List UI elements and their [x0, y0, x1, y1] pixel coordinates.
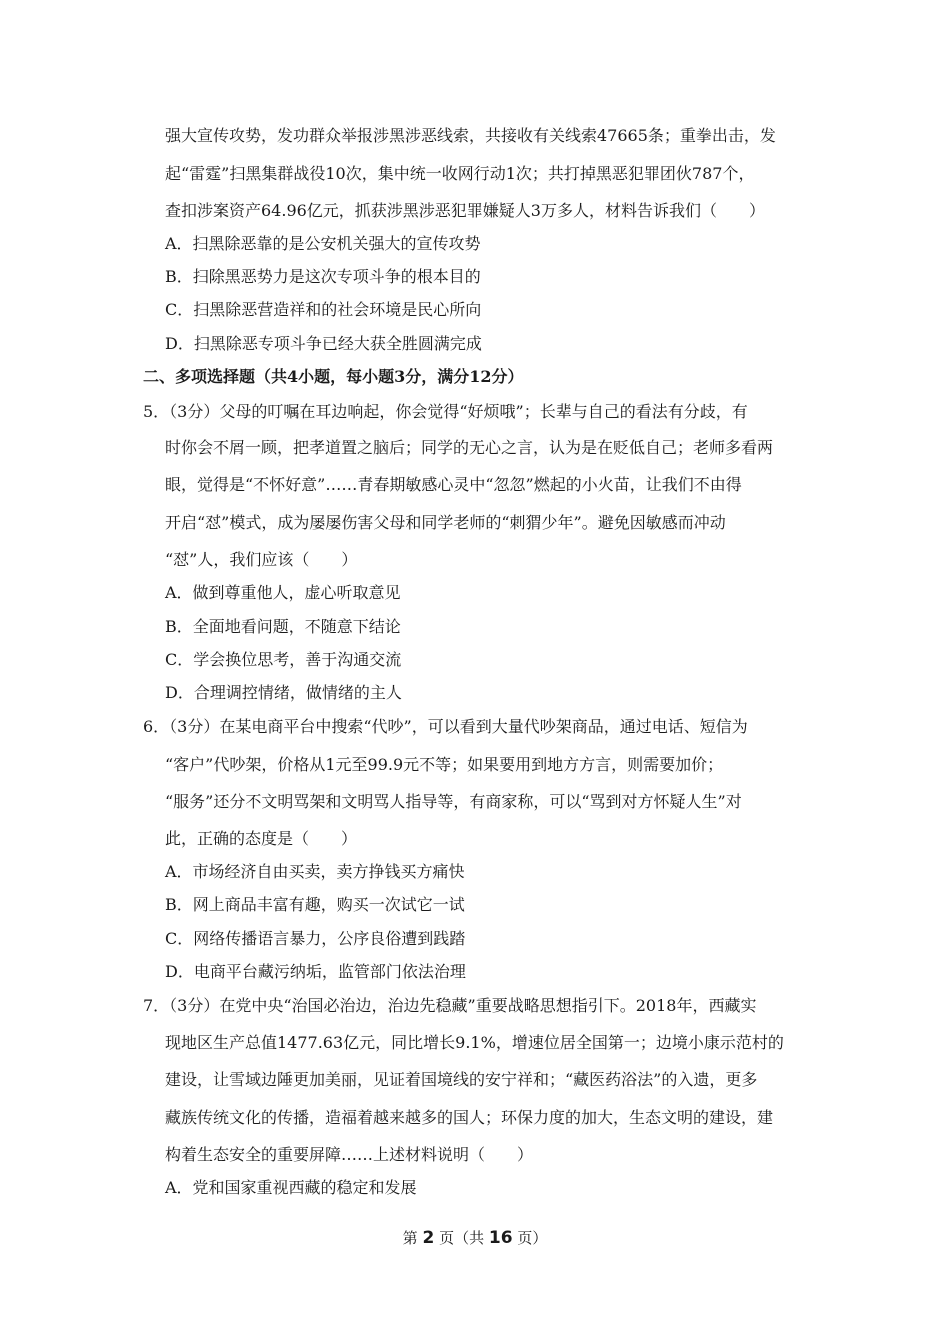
- q6-text-line: “服务”还分不文明骂架和文明骂人指导等，有商家称，可以“骂到对方怀疑人生”对: [165, 792, 742, 811]
- q6-option-a: A．市场经济自由买卖，卖方挣钱买方痛快: [165, 862, 465, 881]
- q5-text-line: “怼”人，我们应该（ ）: [165, 550, 358, 569]
- q7-text-line: 现地区生产总值1477.63亿元，同比增长9.1%，增速位居全国第一；边境小康示范村的: [165, 1033, 784, 1052]
- q7-text-line: 藏族传统文化的传播，造福着越来越多的国人；环保力度的加大，生态文明的建设，建: [165, 1108, 774, 1127]
- q6-option-c: C．网络传播语言暴力，公序良俗遭到践踏: [165, 929, 466, 948]
- footer-middle: 页（共: [439, 1229, 485, 1247]
- q4-text-line: 强大宣传攻势，发功群众举报涉黑涉恶线索，共接收有关线索47665条；重拳出击，发: [165, 126, 776, 145]
- q4-option-a: A．扫黑除恶靠的是公安机关强大的宣传攻势: [165, 234, 481, 253]
- footer-prefix: 第: [402, 1229, 418, 1247]
- q4-option-c: C．扫黑除恶营造祥和的社会环境是民心所向: [165, 300, 482, 319]
- q7-text-line: 构着生态安全的重要屏障……上述材料说明（ ）: [165, 1145, 534, 1164]
- q5-stem: 5．（3分）父母的叮嘱在耳边响起，你会觉得“好烦哦”；长辈与自己的看法有分歧，有: [143, 402, 748, 421]
- q4-text-line: 查扣涉案资产64.96亿元，抓获涉黑涉恶犯罪嫌疑人3万多人，材料告诉我们（ ）: [165, 201, 765, 220]
- total-pages-number: 16: [488, 1228, 513, 1248]
- q5-option-b: B．全面地看问题，不随意下结论: [165, 617, 401, 636]
- q5-option-d: D．合理调控情绪，做情绪的主人: [165, 683, 402, 702]
- footer-suffix: 页）: [517, 1229, 548, 1247]
- q5-text-line: 眼，觉得是“不怀好意”……青春期敏感心灵中“忽忽”燃起的小火苗，让我们不由得: [165, 475, 742, 494]
- section-heading: 二、多项选择题（共4小题，每小题3分，满分12分）: [143, 367, 524, 386]
- q6-stem: 6．（3分）在某电商平台中搜索“代吵”，可以看到大量代吵架商品，通过电话、短信为: [143, 717, 748, 736]
- current-page-number: 2: [422, 1228, 435, 1248]
- q6-option-d: D．电商平台藏污纳垢，监管部门依法治理: [165, 962, 466, 981]
- q7-option-a: A．党和国家重视西藏的稳定和发展: [165, 1178, 417, 1197]
- q4-text-line: 起“雷霆”扫黑集群战役10次，集中统一收网行动1次；共打掉黑恶犯罪团伙787个，: [165, 164, 755, 183]
- q4-option-b: B．扫除黑恶势力是这次专项斗争的根本目的: [165, 267, 481, 286]
- page-footer: [0, 1228, 950, 1248]
- q6-text-line: “客户”代吵架，价格从1元至99.9元不等；如果要用到地方方言，则需要加价；: [165, 755, 724, 774]
- q7-stem: 7．（3分）在党中央“治国必治边，治边先稳藏”重要战略思想指引下。2018年，西藏实: [143, 996, 757, 1015]
- q4-option-d: D．扫黑除恶专项斗争已经大获全胜圆满完成: [165, 334, 482, 353]
- q5-text-line: 开启“怼”模式，成为屡屡伤害父母和同学老师的“刺猬少年”。避免因敏感而冲动: [165, 513, 726, 532]
- q6-option-b: B．网上商品丰富有趣，购买一次试它一试: [165, 895, 465, 914]
- q6-text-line: 此，正确的态度是（ ）: [165, 829, 358, 848]
- q5-option-a: A．做到尊重他人，虚心听取意见: [165, 583, 401, 602]
- q5-text-line: 时你会不屑一顾，把孝道置之脑后；同学的无心之言，认为是在贬低自己；老师多看两: [165, 438, 774, 457]
- q5-option-c: C．学会换位思考，善于沟通交流: [165, 650, 402, 669]
- q7-text-line: 建设，让雪域边陲更加美丽，见证着国境线的安宁祥和；“藏医药浴法”的入遗，更多: [165, 1070, 758, 1089]
